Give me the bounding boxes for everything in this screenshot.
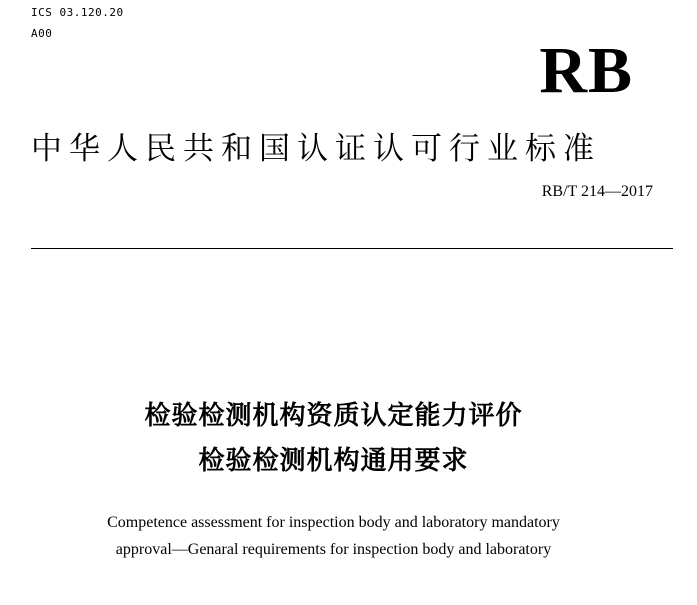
ics-code: ICS 03.120.20 <box>31 6 124 19</box>
english-title-line-1: Competence assessment for inspection body and laboratory mandatory <box>107 514 560 531</box>
english-title-line-2: approval—Genaral requirements for inspection body and laboratory <box>115 541 552 558</box>
ccs-code: A00 <box>31 27 53 40</box>
header-divider <box>31 248 673 249</box>
chinese-title-line-2: 检验检测机构通用要求 <box>198 446 469 476</box>
standard-number: RB/T 214—2017 <box>541 183 653 200</box>
rb-logo: RB <box>539 34 633 107</box>
standard-category-title: 中华人民共和国认证认可行业标准 <box>31 131 601 167</box>
chinese-title-line-1: 检验检测机构资质认定能力评价 <box>144 401 523 431</box>
